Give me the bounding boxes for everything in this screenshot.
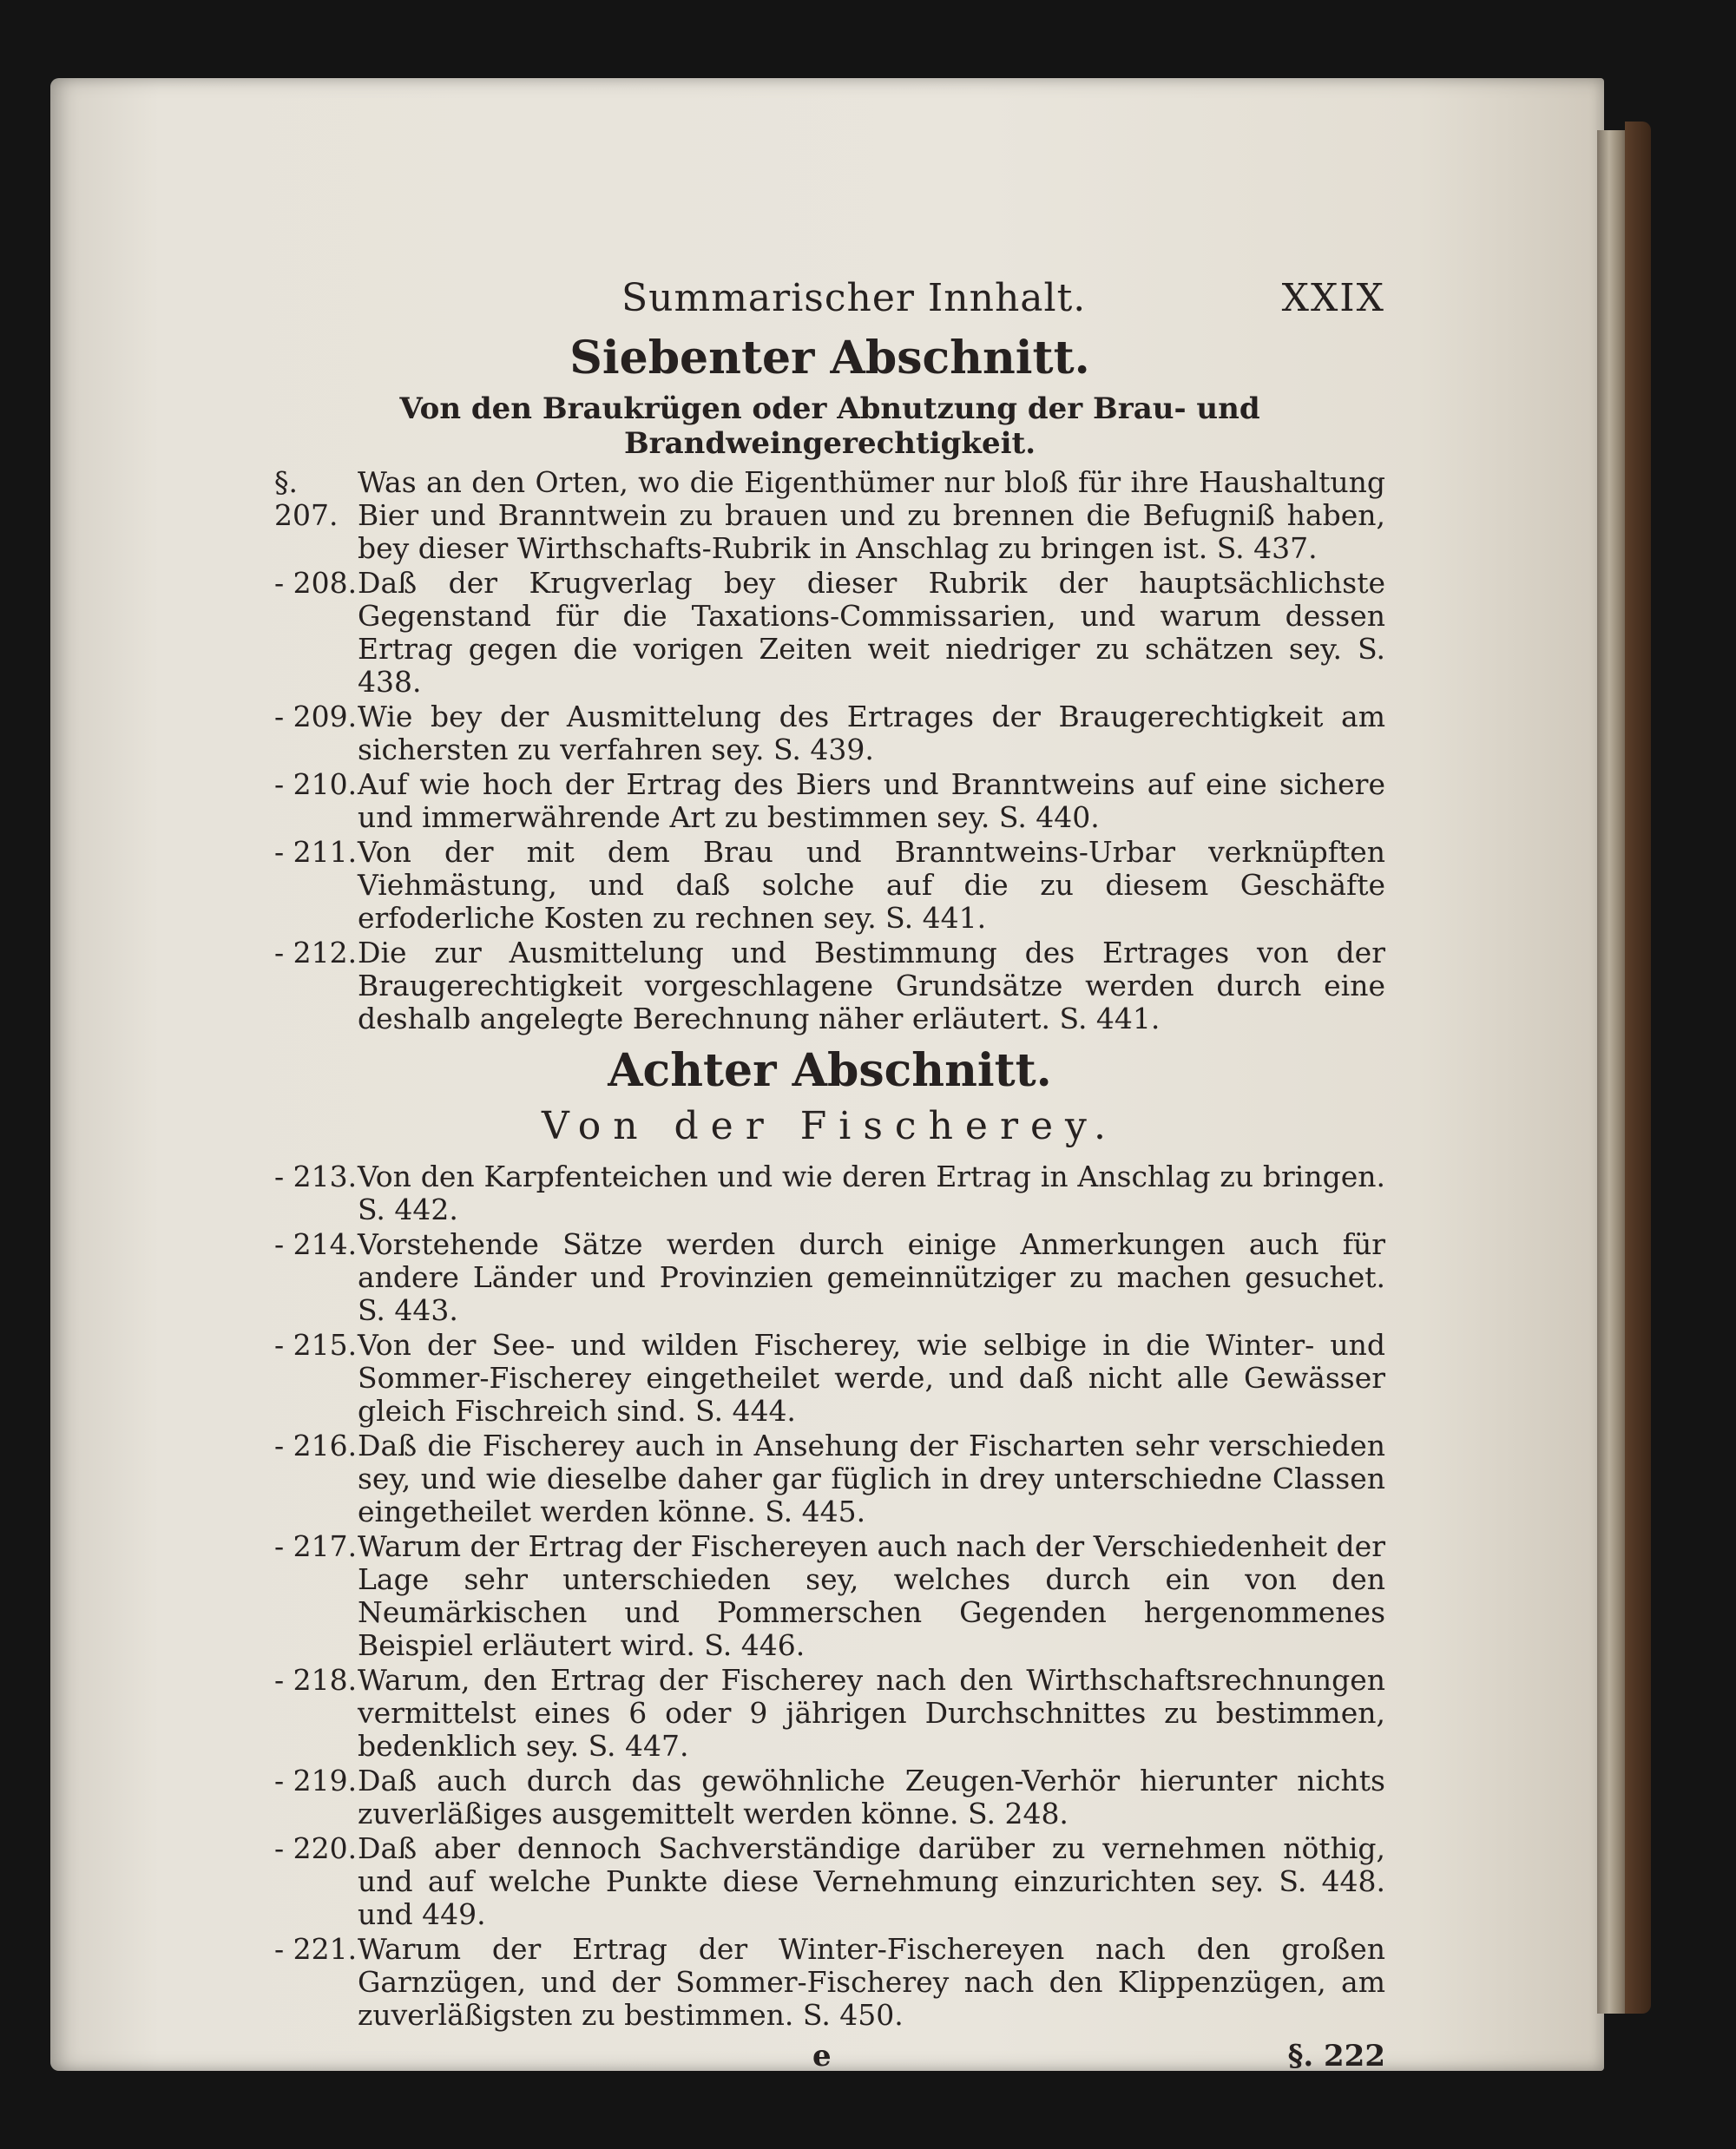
toc-entry: [274, 836, 1385, 935]
entry-text: Warum, den Ertrag der Fischerey nach den Wirthschaftsrechnungen vermittelst eines 6 oder 9 jährigen Durchschnittes zu bestimmen, bedenklich sey. S. 447.: [358, 1663, 1385, 1763]
section-8-entries: [274, 1160, 1385, 2032]
entry-text: Was an den Orten, wo die Eigenthümer nur bloß für ihre Haushaltung Bier und Branntwein zu brauen und zu brennen die Befugniß haben, bey dieser Wirthschafts-Rubrik in Anschlag zu bringen ist. S. 437.: [358, 465, 1385, 565]
entry-text: Daß der Krugverlag bey dieser Rubrik der hauptsächlichste Gegenstand für die Taxations-Commissarien, und warum dessen Ertrag gegen die vorigen Zeiten weit niedriger zu schätzen sey. S. 438.: [358, 566, 1385, 699]
page-number: XXIX: [1281, 276, 1385, 320]
toc-entry: [274, 1429, 1385, 1528]
entry-text: Daß auch durch das gewöhnliche Zeugen-Verhör hierunter nichts zuverläßiges ausgemittelt werden könne. S. 248.: [358, 1764, 1385, 1830]
toc-entry: [274, 1160, 1385, 1226]
entry-number: - 215.: [274, 1328, 358, 1362]
section-7-entries: [274, 466, 1385, 1035]
entry-number: - 212.: [274, 936, 358, 969]
entry-text: Von der mit dem Brau und Branntweins-Urbar verknüpften Viehmästung, und daß solche auf die zu diesem Geschäfte erfoderliche Kosten zu rechnen sey. S. 441.: [358, 835, 1385, 935]
section-7-subtitle: Von den Braukrügen oder Abnutzung der Brau- und Brandweingerechtigkeit.: [399, 391, 1260, 461]
toc-entry: [274, 1933, 1385, 2032]
entry-number: - 208.: [274, 566, 358, 600]
toc-entry: [274, 700, 1385, 766]
section-8-subtitle: Von der Fischerey.: [541, 1104, 1119, 1148]
catchword: §. 222: [1287, 2039, 1385, 2073]
entry-number: - 218.: [274, 1663, 358, 1697]
entry-text: Wie bey der Ausmittelung des Ertrages der Braugerechtigkeit am sichersten zu verfahren sey. S. 439.: [358, 700, 1385, 766]
entry-text: Von der See- und wilden Fischerey, wie selbige in die Winter- und Sommer-Fischerey eingetheilet werde, und daß nicht alle Gewässer gleich Fischreich sind. S. 444.: [358, 1328, 1385, 1428]
entry-number: - 211.: [274, 835, 358, 869]
toc-entry: [274, 1832, 1385, 1931]
entry-number: - 210.: [274, 767, 358, 801]
section-8-heading: Achter Abschnitt.: [608, 1044, 1052, 1097]
entry-text: Warum der Ertrag der Fischereyen auch nach der Verschiedenheit der Lage sehr unterschieden sey, welches durch ein von den Neumärkischen und Pommerschen Gegenden hergenommenes Beispiel erläutert wird. S. 446.: [358, 1529, 1385, 1662]
entry-text: Vorstehende Sätze werden durch einige Anmerkungen auch für andere Länder und Provinzien gemeinnütziger zu machen gesuchet. S. 443.: [358, 1227, 1385, 1327]
entry-text: Von den Karpfenteichen und wie deren Ertrag in Anschlag zu bringen. S. 442.: [358, 1160, 1385, 1226]
toc-entry: [274, 768, 1385, 834]
entry-text: Warum der Ertrag der Winter-Fischereyen nach den großen Garnzügen, und der Sommer-Fischerey nach den Klippenzügen, am zuverläßigsten zu bestimmen. S. 450.: [358, 1932, 1385, 2032]
section-7-heading: Siebenter Abschnitt.: [569, 332, 1090, 384]
toc-entry: [274, 1530, 1385, 1662]
entry-number: - 216.: [274, 1429, 358, 1462]
toc-entry: [274, 1664, 1385, 1763]
toc-entry: [274, 1228, 1385, 1327]
entry-number: - 213.: [274, 1160, 358, 1193]
entry-text: Daß die Fischerey auch in Ansehung der Fischarten sehr verschieden sey, und wie dieselbe daher gar füglich in drey unterschiedne Classen eingetheilet werden könne. S. 445.: [358, 1429, 1385, 1528]
signature-mark: e: [812, 2039, 832, 2073]
page-footer: [274, 2039, 1385, 2079]
page-content: [274, 276, 1385, 2079]
toc-entry: [274, 936, 1385, 1035]
running-title: Summarischer Innhalt.: [621, 276, 1087, 320]
entry-number: - 219.: [274, 1764, 358, 1797]
entry-text: Daß aber dennoch Sachverständige darüber zu vernehmen nöthig, und auf welche Punkte diese Vernehmung einzurichten sey. S. 448. und 449.: [358, 1831, 1385, 1931]
toc-entry: [274, 1765, 1385, 1830]
entry-text: Auf wie hoch der Ertrag des Biers und Branntweins auf eine sichere und immerwährende Art zu bestimmen sey. S. 440.: [358, 767, 1385, 834]
entry-number: - 209.: [274, 700, 358, 733]
entry-number: - 220.: [274, 1831, 358, 1865]
entry-number: - 221.: [274, 1932, 358, 1966]
entry-number: - 214.: [274, 1227, 358, 1261]
entry-number: - 217.: [274, 1529, 358, 1563]
running-head: [274, 276, 1385, 328]
toc-entry: [274, 466, 1385, 565]
entry-number: §. 207.: [274, 465, 339, 532]
entry-text: Die zur Ausmittelung und Bestimmung des Ertrages von der Braugerechtigkeit vorgeschlagene Grundsätze werden durch eine deshalb angelegte Berechnung näher erläutert. S. 441.: [358, 936, 1385, 1035]
book-cover: [1625, 122, 1651, 2014]
toc-entry: [274, 567, 1385, 699]
toc-entry: [274, 1329, 1385, 1428]
